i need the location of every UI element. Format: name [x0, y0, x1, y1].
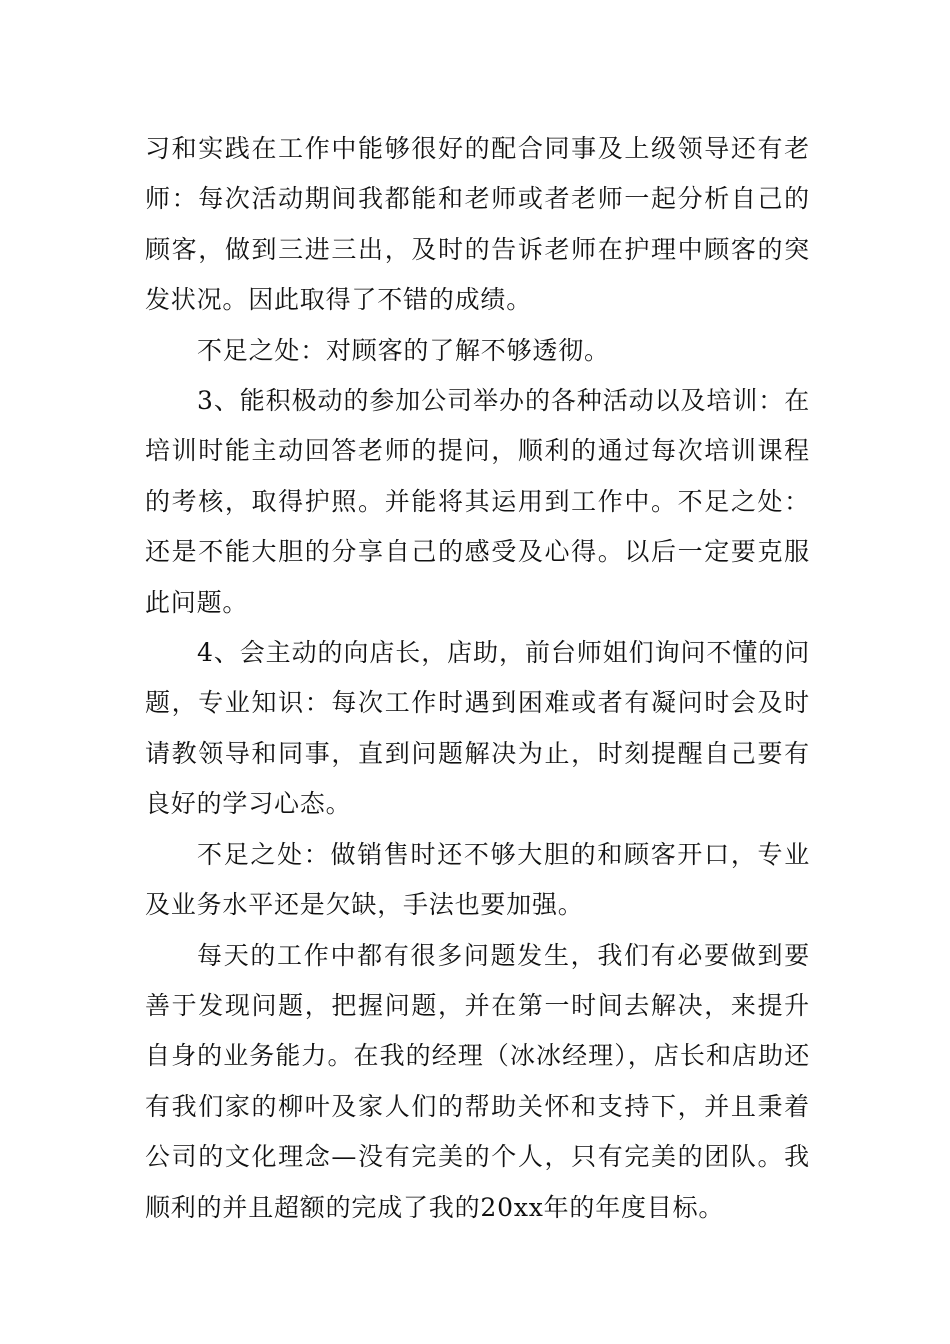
document-body — [145, 124, 810, 1233]
paragraph-item-3: 3、能积极动的参加公司举办的各种活动以及培训：在培训时能主动回答老师的提问，顺利的通过每次培训课程的考核，取得护照。并能将其运用到工作中。不足之处：还是不能大胆的分享自己的感受及心得。以后一定要克服此问题。 — [145, 386, 810, 617]
paragraph-summary: 每天的工作中都有很多问题发生，我们有必要做到要善于发现问题，把握问题，并在第一时间去解决，来提升自身的业务能力。在我的经理（冰冰经理），店长和店助还有我们家的柳叶及家人们的帮助关怀和支持下，并且秉着公司的文化理念—没有完美的个人，只有完美的团队。我顺利的并且超额的完成了我的20xx年的年度目标。 — [145, 940, 810, 1222]
paragraph-shortcoming-2: 不足之处：做销售时还不够大胆的和顾客开口，专业及业务水平还是欠缺，手法也要加强。 — [145, 839, 810, 920]
paragraph-continued-intro: 习和实践在工作中能够很好的配合同事及上级领导还有老师：每次活动期间我都能和老师或者老师一起分析自己的顾客，做到三进三出，及时的告诉老师在护理中顾客的突发状况。因此取得了不错的成绩。 — [145, 134, 810, 315]
paragraph-item-4: 4、会主动的向店长，店助，前台师姐们询问不懂的问题，专业知识：每次工作时遇到困难或者有凝问时会及时请教领导和同事，直到问题解决为止，时刻提醒自己要有良好的学习心态。 — [145, 638, 810, 819]
paragraph-shortcoming-1: 不足之处：对顾客的了解不够透彻。 — [197, 335, 610, 365]
